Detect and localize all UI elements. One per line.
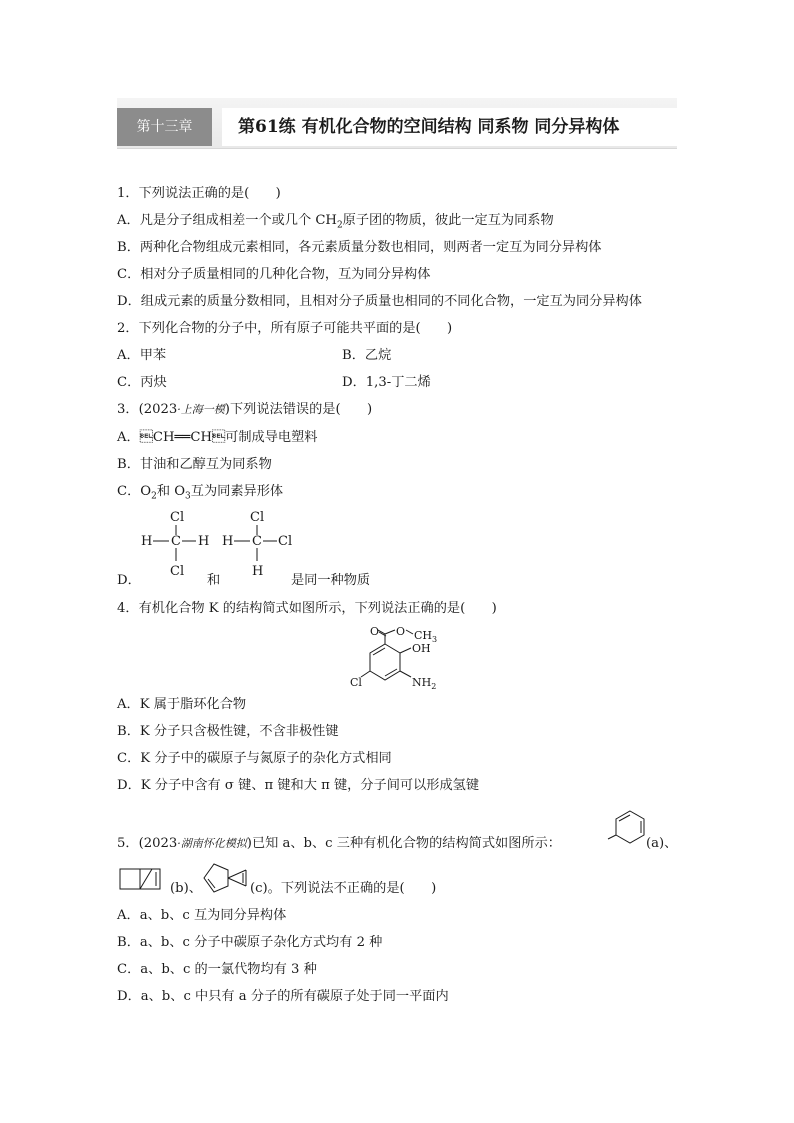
mol1-left-h: H [141, 534, 153, 549]
q3-stem [117, 401, 372, 419]
q4-structure-k [345, 622, 455, 694]
q1-a-sub: 2 [336, 220, 343, 231]
q5-structure-c [200, 860, 255, 894]
q5-label-a: (a)、 [646, 836, 678, 851]
k-amino: $NH_2$ [412, 676, 437, 691]
q5-option-b: B．a、b、c 分子中碳原子杂化方式均有 2 种 [117, 935, 383, 950]
k-carbonyl-o: O [370, 625, 380, 638]
q4-option-c: C．K 分子中的碳原子与氮原子的杂化方式相同 [117, 751, 392, 766]
mol2-top-cl: Cl [250, 510, 265, 525]
q4-option-a: A．K 属于脂环化合物 [117, 697, 247, 712]
q3-stem-post: )下列说法错误的是( ) [224, 402, 373, 417]
q5-structure-b [117, 864, 172, 894]
q5-structure-a [608, 808, 648, 853]
q2-option-c: C．丙炔 [117, 375, 167, 390]
q3-option-d-and: 和 [207, 573, 221, 588]
q3-option-b: B．甘油和乙醇互为同系物 [117, 457, 272, 472]
q1-option-d: D．组成元素的质量分数相同，且相对分子质量也相同的不同化合物，一定互为同分异构体 [117, 294, 642, 309]
q3-c-post: 互为同素异形体 [190, 484, 284, 499]
q3-option-c [117, 483, 283, 506]
q5-stem-post: )已知 a、b、c 三种有机化合物的结构简式如图所示： [246, 836, 561, 851]
q5-source: ·湖南怀化模拟 [177, 837, 247, 850]
chapter-tab: 第十三章 [117, 108, 212, 146]
mol1-right-h: H [198, 534, 210, 549]
q3-c-mid: 和 O [156, 484, 186, 499]
mol2-right-cl: Cl [278, 534, 293, 549]
q5-option-c: C．a、b、c 的一氯代物均有 3 种 [117, 962, 317, 977]
q3-c-sub1: 2 [151, 491, 157, 502]
k-methyl: $CH_3$ [414, 629, 438, 644]
q1-stem: 1．下列说法正确的是( ) [117, 186, 281, 201]
q5-option-a: A．a、b、c 互为同分异构体 [117, 908, 287, 923]
mol2-center-c: C [252, 534, 262, 549]
page-title: 第61练 有机化合物的空间结构 同系物 同分异构体 [238, 117, 620, 137]
q1-option-b: B．两种化合物组成元素相同，各元素质量分数也相同，则两者一定互为同分异构体 [117, 240, 602, 255]
q3-c-pre: C．O [117, 484, 152, 499]
q2-option-d: D．1,3-丁二烯 [342, 375, 431, 390]
q2-stem: 2．下列化合物的分子中，所有原子可能共平面的是( ) [117, 321, 453, 336]
q3-molecule-1 [141, 510, 209, 579]
q1-option-a [117, 212, 554, 235]
q4-option-d: D．K 分子中含有 σ 键、π 键和大 π 键，分子间可以形成氢键 [117, 778, 480, 793]
q4-stem: 4．有机化合物 K 的结构简式如图所示，下列说法正确的是( ) [117, 601, 497, 616]
q1-a-pre: A．凡是分子组成相差一个或几个 CH [117, 213, 337, 228]
k-chloro: Cl [350, 676, 362, 689]
q3-c-sub2: 3 [185, 491, 191, 502]
q3-molecule-2 [222, 510, 292, 579]
q3-option-d-label: D． [117, 573, 141, 588]
mol2-left-h: H [222, 534, 234, 549]
q2-option-a: A．甲苯 [117, 348, 167, 363]
q2-option-b: B．乙烷 [342, 348, 392, 363]
q3-source: ·上海一模 [177, 403, 225, 416]
mol1-top-cl: Cl [170, 510, 185, 525]
q3-option-a: A．CH══CH可制成导电塑料 [117, 430, 318, 445]
k-hydroxyl: OH [412, 642, 431, 655]
q3-option-d-text: 是同一种物质 [291, 573, 371, 588]
q1-option-c: C．相对分子质量相同的几种化合物，互为同分异构体 [117, 267, 431, 282]
q5-stem [117, 835, 561, 853]
mol2-bottom-h: H [252, 564, 264, 579]
q5-label-b: (b)、 [170, 881, 202, 896]
q4-option-b: B．K 分子只含极性键，不含非极性键 [117, 724, 339, 739]
q5-stem-pre: 5．(2023 [117, 836, 178, 851]
q1-a-post: 原子团的物质，彼此一定互为同系物 [342, 213, 554, 228]
k-ester-o: O [396, 625, 406, 638]
mol1-bottom-cl: Cl [170, 564, 185, 579]
q5-option-d: D．a、b、c 中只有 a 分子的所有碳原子处于同一平面内 [117, 989, 449, 1004]
mol1-center-c: C [171, 534, 181, 549]
q3-stem-pre: 3．(2023 [117, 402, 178, 417]
q5-label-c: (c)。下列说法不正确的是( ) [250, 881, 437, 896]
